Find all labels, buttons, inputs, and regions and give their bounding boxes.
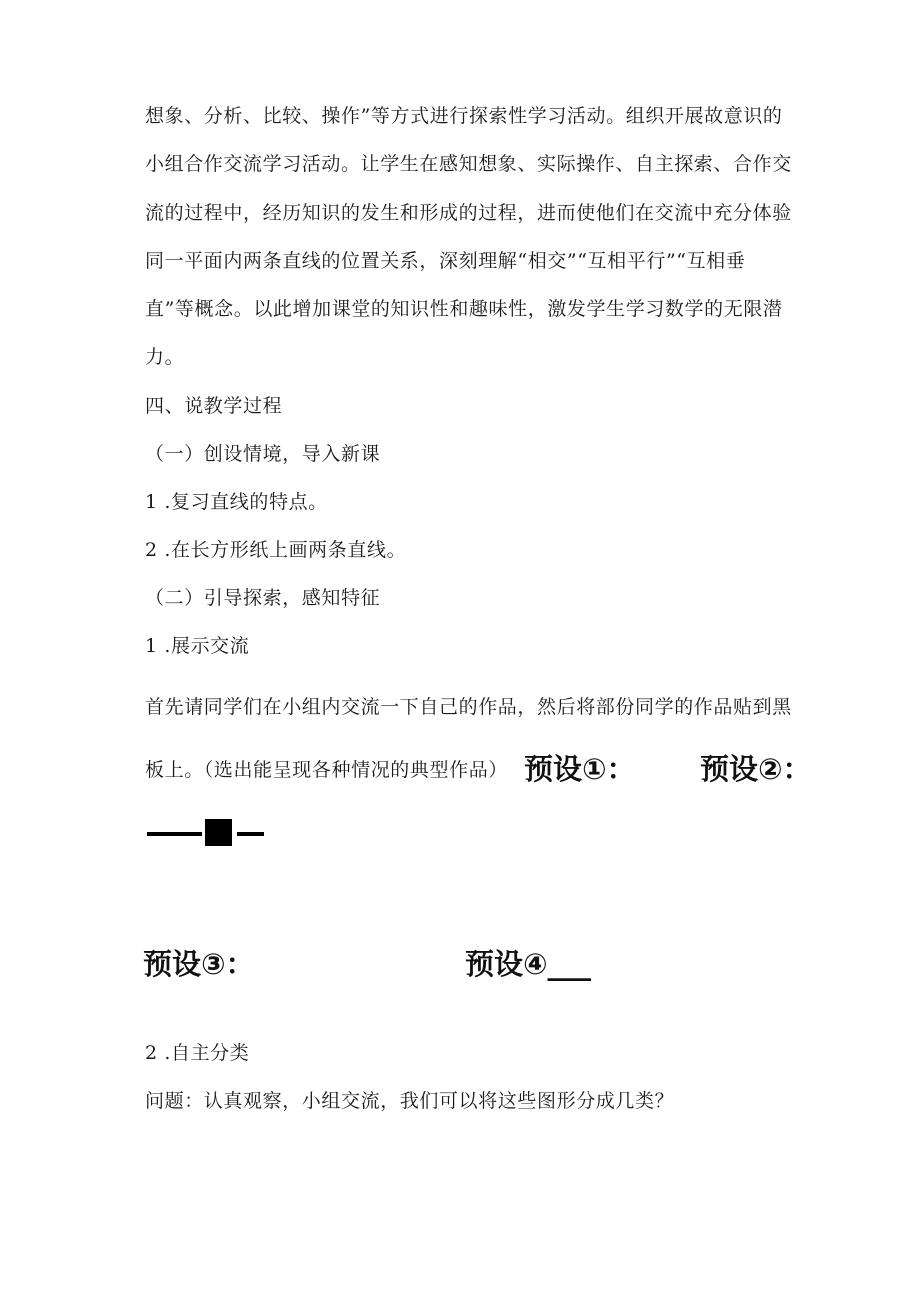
question-text: 问题：认真观察，小组交流，我们可以将这些图形分成几类？ (145, 1090, 675, 1112)
paragraph-line-2: 小组合作交流学习活动。让学生在感知想象、实际操作、自主探索、合作交 (145, 153, 792, 175)
subsection-heading-1: （一）创设情境，导入新课 (145, 443, 381, 465)
list-item: 2 .自主分类 (145, 1042, 250, 1064)
list-item: 2 .在长方形纸上画两条直线。 (145, 539, 407, 561)
paragraph-line-1: 想象、分析、比较、操作”等方式进行探索性学习活动。组织开展故意识的 (145, 105, 783, 127)
paragraph-line-6: 力。 (145, 346, 185, 368)
preset-2-label: 预设②： (700, 752, 812, 786)
paragraph-line-4: 同一平面内两条直线的位置关系，深刻理解“相交”“互相平行”“互相垂 (145, 250, 746, 272)
line-segment-left (147, 832, 202, 836)
subsection-heading-2: （二）引导探索，感知特征 (145, 587, 381, 609)
paragraph-line-5: 直”等概念。以此增加课堂的知识性和趣味性，激发学生学习数学的无限潜 (145, 298, 783, 320)
section-heading: 四、说教学过程 (145, 395, 283, 417)
block-shape (205, 819, 232, 846)
paragraph-line-3: 流的过程中，经历知识的发生和形成的过程，进而使他们在交流中充分体验 (145, 202, 792, 224)
intro-line-1: 首先请同学们在小组内交流一下自己的作品，然后将部份同学的作品贴到黑 (145, 696, 792, 718)
preset-4-label: 预设④___ (465, 947, 592, 981)
intro-line-2: 板上。（选出能呈现各种情况的典型作品） (145, 759, 508, 781)
preset-3-label: 预设③： (143, 947, 255, 981)
preset-1-label: 预设①： (524, 752, 636, 786)
list-item: 1 .复习直线的特点。 (145, 491, 328, 513)
line-segment-right (237, 832, 264, 836)
list-item: 1 .展示交流 (145, 635, 250, 657)
